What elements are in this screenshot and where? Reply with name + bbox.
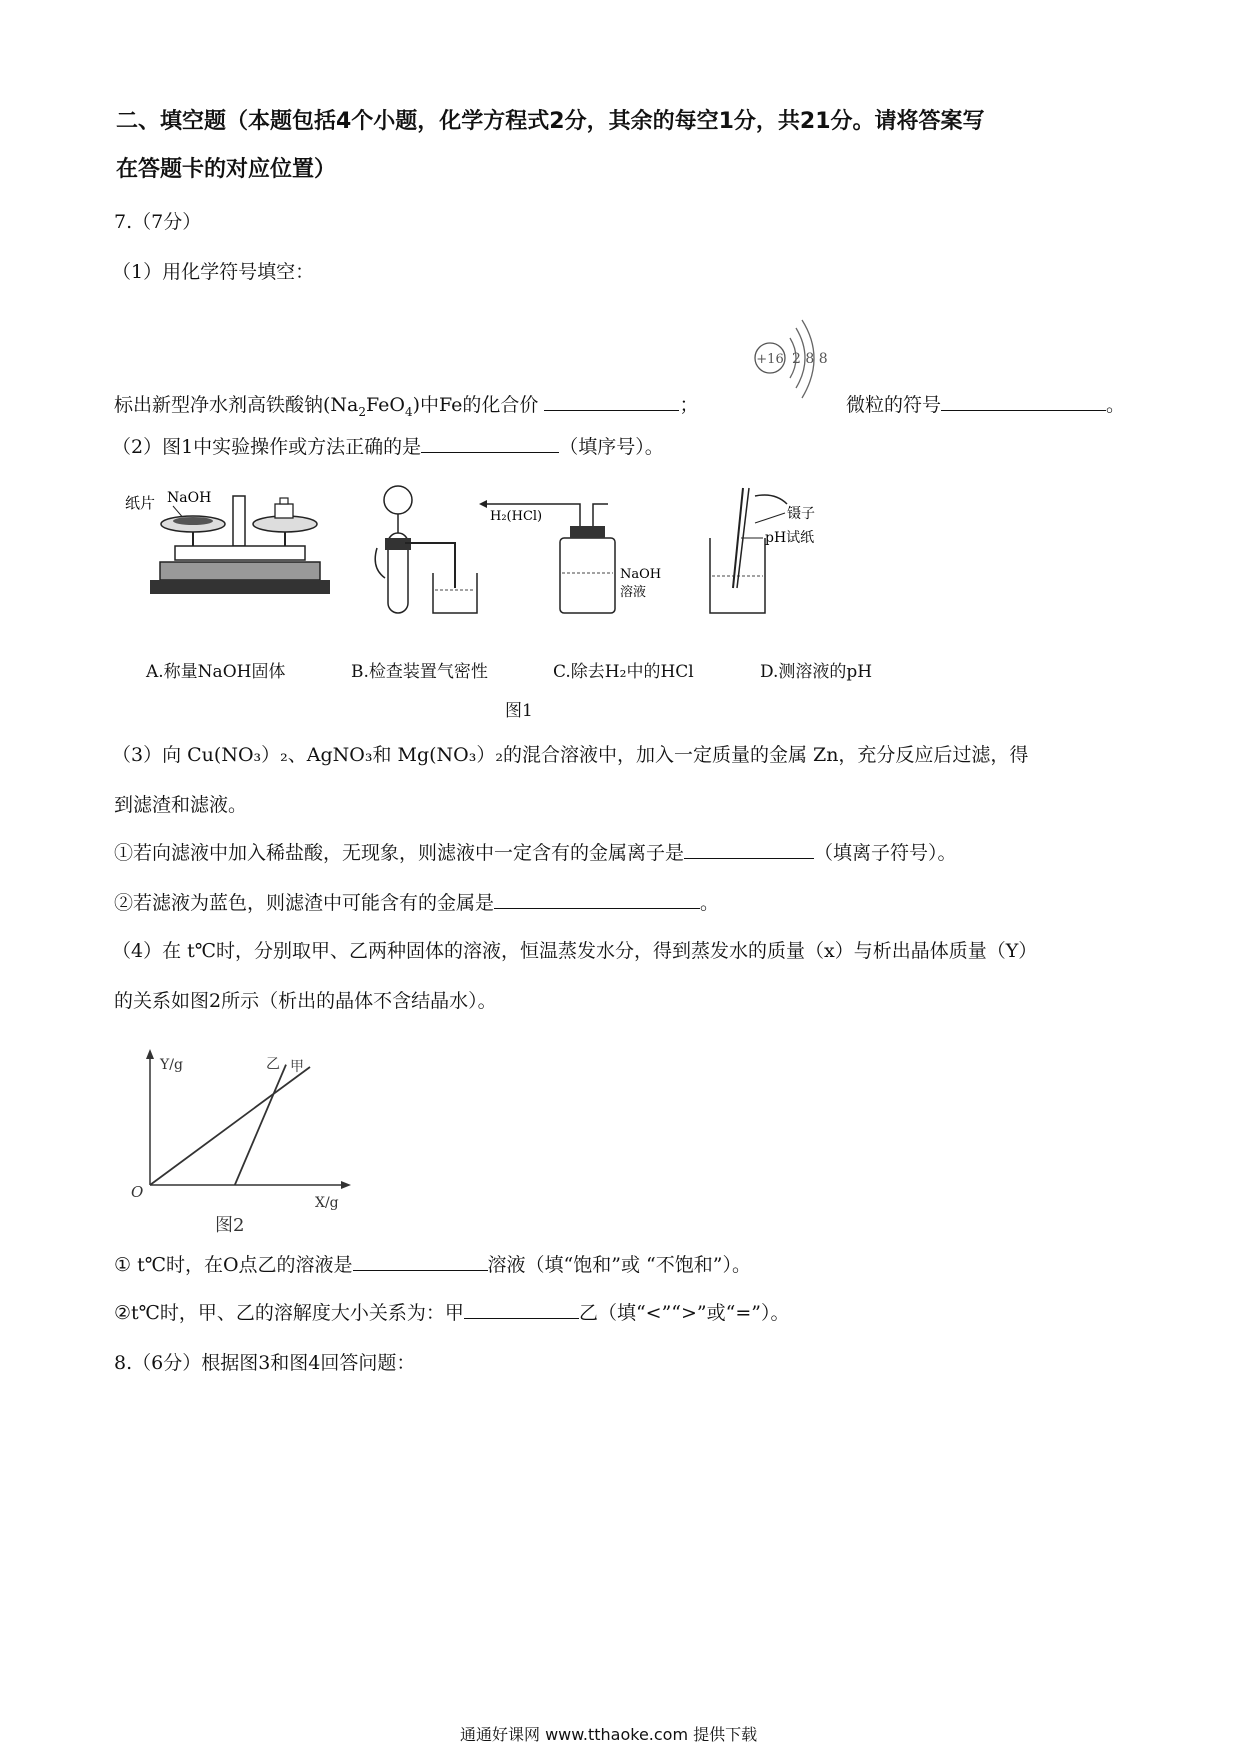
label-solution: 溶液 [620,585,647,600]
text: ① t℃时，在O点乙的溶液是 [114,1254,353,1276]
label-naoh-solution: NaOH [620,567,662,582]
figure2-title: 图2 [215,1215,245,1235]
series-label-2: 乙 [266,1056,280,1073]
weight [275,504,293,518]
part4-line1: （4）在 t℃时，分别取甲、乙两种固体的溶液，恒温蒸发水分，得到蒸发水的质量（x）与析出晶体质量（Y） [112,940,1038,962]
balance-illustration [125,490,330,594]
arrow-head [479,500,487,508]
figure2-chart [125,1045,365,1235]
balance-beam [175,546,305,560]
origin-label: O [131,1183,144,1201]
balance-foot [150,580,330,594]
label-naoh: NaOH [167,490,212,506]
text: ②若滤液为蓝色，则滤渣中可能含有的金属是 [114,892,495,914]
shell-electrons: 2 8 8 [792,351,828,367]
part4-question2 [114,1298,789,1325]
gas-bottle [560,538,615,613]
text: FeO [366,394,405,416]
answer-blank[interactable] [941,392,1106,411]
leader-tweezers [755,513,785,523]
semicolon: ； [679,394,699,416]
part3-line1: （3）向 Cu(NO₃）₂、AgNO₃和 Mg(NO₃）₂的混合溶液中，加入一定质量的金属 Zn，充分反应后过滤，得 [112,744,1029,766]
part3-question1 [114,838,957,865]
series-line-2 [235,1065,286,1185]
ph-test-apparatus [710,488,815,613]
funnel-bulb [384,486,412,514]
hand [375,548,385,578]
x-axis-label: X/g [315,1195,339,1211]
label-gas: H₂(HCl) [490,509,543,524]
gas-washing-apparatus [479,500,661,613]
text: 。 [700,892,720,914]
text: 微粒的符号 [846,394,942,416]
weight-knob [280,498,288,504]
text: ②t℃时，甲、乙的溶解度大小关系为：甲 [114,1302,464,1324]
part2-question [112,432,664,459]
question-number: 7.（7分） [114,211,202,233]
footer-text: 通通好课网 www.tthaoke.com 提供下载 [460,1725,758,1744]
answer-blank[interactable] [544,392,679,411]
delivery-tube [405,543,455,588]
airtightness-apparatus [375,486,477,613]
naoh-solid [173,517,213,525]
section-heading-line1: 二、填空题（本题包括4个小题，化学方程式2分，其余的每空1分，共21分。请将答案写 [116,109,985,134]
balance-pillar [233,496,245,546]
bottle-stopper [570,526,605,538]
text: （填离子符号）。 [814,842,957,864]
part4-line2: 的关系如图2所示（析出的晶体不含结晶水）。 [114,990,497,1012]
caption-c: C.除去H₂中的HCl [553,662,694,682]
period: 。 [1106,394,1126,416]
answer-blank[interactable] [684,840,814,859]
y-axis-arrow [146,1049,154,1059]
hand [755,495,787,504]
balance-base [160,562,320,580]
answer-blank[interactable] [494,890,700,909]
part3-line2: 到滤渣和滤液。 [114,794,248,816]
y-axis-label: Y/g [160,1057,183,1073]
text: 乙（填“<”“>”或“=”）。 [578,1302,790,1324]
text: （填序号）。 [559,436,664,458]
figure1-title: 图1 [505,701,533,721]
series-line-1 [150,1067,310,1185]
series-label-1: 甲 [290,1059,304,1075]
answer-blank[interactable] [421,434,559,453]
atom-structure-diagram [748,318,844,410]
part1-intro: （1）用化学符号填空： [112,261,315,283]
text: )中Fe的化合价 [412,394,539,416]
text: （2）图1中实验操作或方法正确的是 [112,436,422,458]
question8: 8.（6分）根据图3和图4回答问题： [114,1352,416,1374]
label-paper: 纸片 [125,494,156,512]
part3-question2 [114,888,719,915]
subscript: 4 [404,404,413,419]
part4-question1 [114,1250,751,1277]
answer-blank[interactable] [464,1300,579,1319]
part1-question-b [846,390,1125,417]
label-tweezers: 镊子 [787,506,815,522]
figure1-apparatus [115,478,935,628]
label-ph-paper: pH试纸 [765,530,815,546]
caption-a: A.称量NaOH固体 [146,662,286,682]
text: 标出新型净水剂高铁酸钠(Na [114,394,359,416]
caption-d: D.测溶液的pH [760,662,873,682]
x-axis-arrow [341,1181,351,1189]
text: 溶液（填“饱和”或 “不饱和”）。 [487,1254,751,1276]
answer-blank[interactable] [353,1252,488,1271]
text: ①若向滤液中加入稀盐酸，无现象，则滤液中一定含有的金属离子是 [114,842,685,864]
series-group [150,1057,310,1185]
section-heading-line2: 在答题卡的对应位置） [116,157,337,182]
nucleus-charge: +16 [756,352,784,367]
caption-b: B.检查装置气密性 [351,662,488,682]
subscript: 2 [358,404,367,419]
part1-question-a [114,390,699,419]
